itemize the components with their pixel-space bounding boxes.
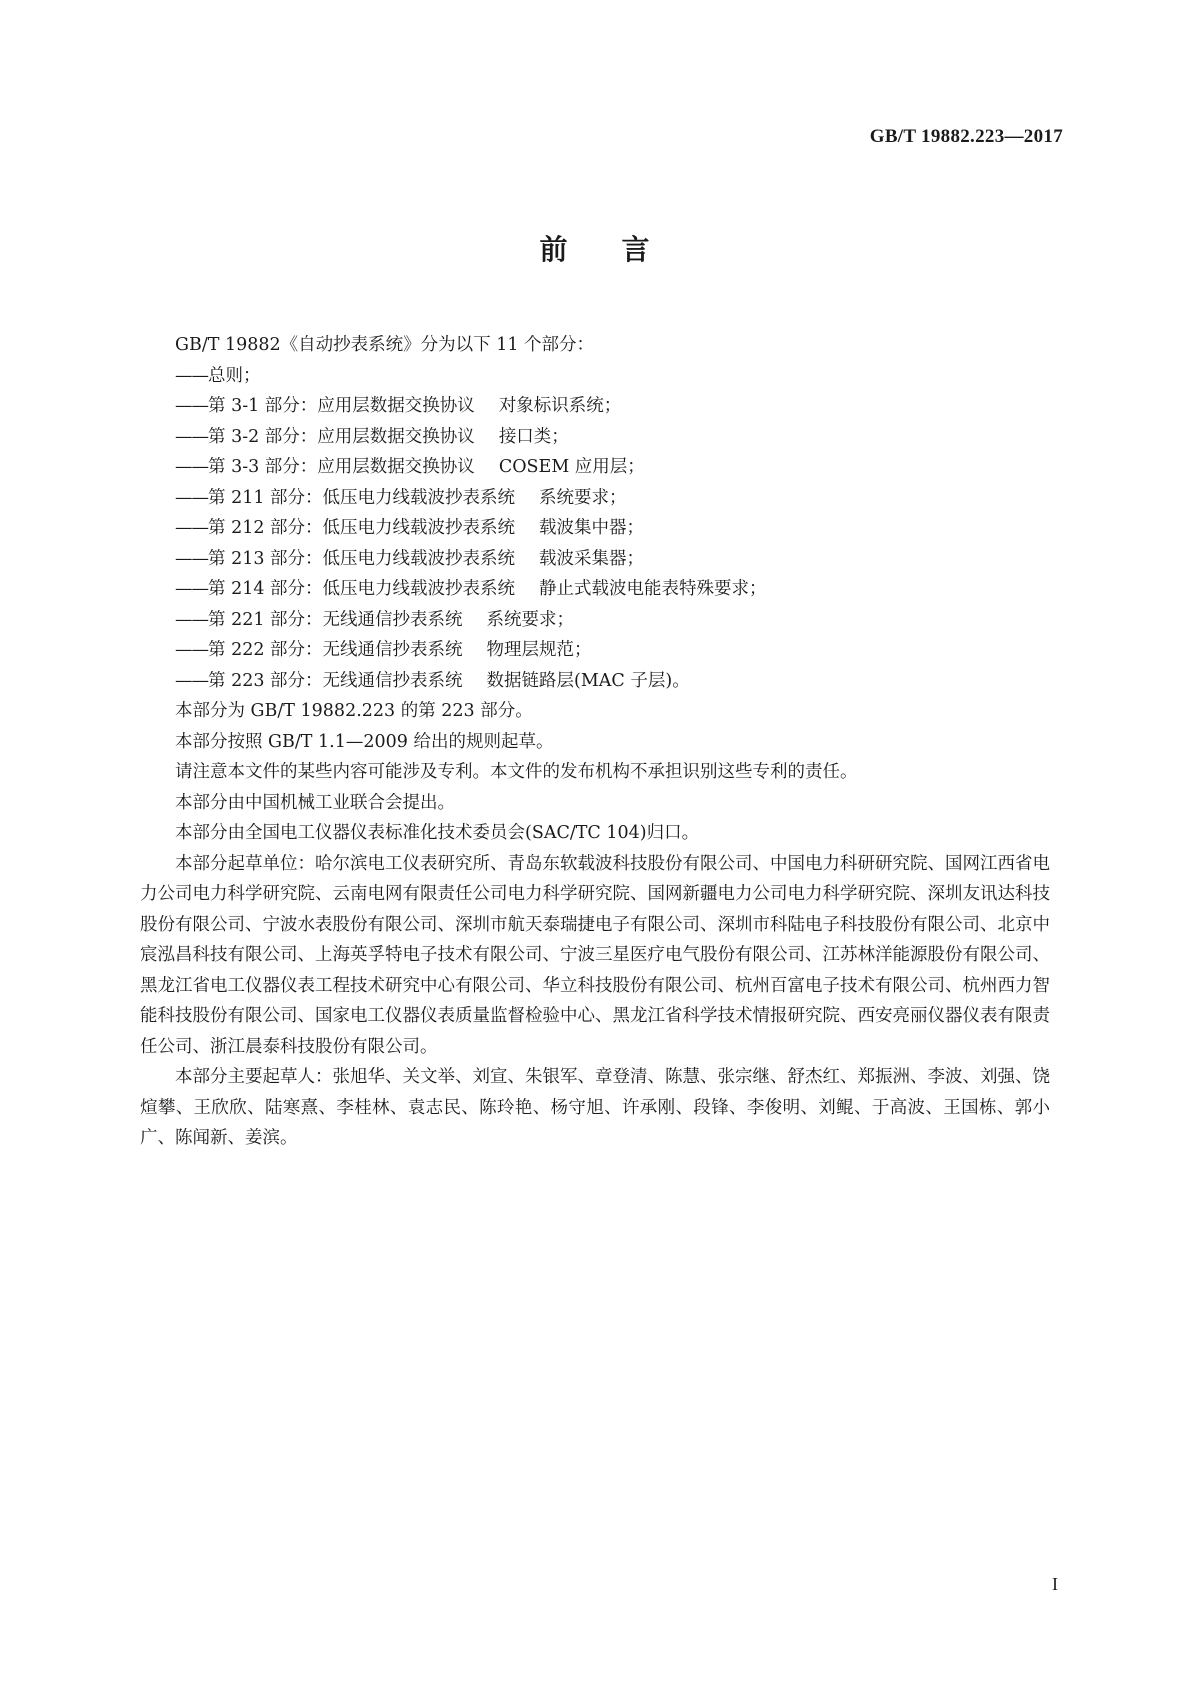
part-label: 第 211 部分：低压电力线载波抄表系统 [208,487,516,508]
list-dash: —— [175,670,208,691]
part-subtitle: 对象标识系统； [498,396,622,416]
part-list-item [140,483,1050,514]
part-list-item [140,635,1050,666]
part-label: 第 3-3 部分：应用层数据交换协议 [208,457,475,477]
part-statement: 本部分为 GB/T 19882.223 的第 223 部分。 [175,701,533,721]
parts-intro: GB/T 19882《自动抄表系统》分为以下 11 个部分： [175,335,595,355]
part-list-item [140,452,1050,483]
main-drafters: 本部分主要起草人：张旭华、关文举、刘宣、朱银军、章登清、陈慧、张宗继、舒杰红、郑振洲、李波、刘强、饶煊攀、王欣欣、陆寒熹、李桂林、袁志民、陈玲艳、杨守旭、许承刚、段锋、李俊明、刘鲲、于高波、王国栋、郭小广、陈闻新、姜滨。 [140,1067,1050,1148]
part-label: 第 214 部分：低压电力线载波抄表系统 [208,579,516,599]
part-list-item [140,391,1050,422]
foreword-body [140,330,1050,1154]
part-subtitle: COSEM 应用层； [498,457,645,477]
patent-notice: 请注意本文件的某些内容可能涉及专利。本文件的发布机构不承担识别这些专利的责任。 [175,762,858,782]
part-subtitle: 数据链路层(MAC 子层)。 [486,670,690,691]
list-dash: —— [175,579,208,599]
part-list-item [140,513,1050,544]
part-subtitle: 物理层规范； [486,640,592,660]
list-dash: —— [175,487,208,508]
part-label: 第 223 部分：无线通信抄表系统 [208,670,463,691]
part-list-item [140,574,1050,605]
list-dash: —— [175,365,208,386]
standard-number: GB/T 19882.223—2017 [869,126,1063,147]
part-list-item [140,422,1050,453]
part-subtitle: 接口类； [498,426,569,447]
part-label: 第 3-2 部分：应用层数据交换协议 [208,426,475,447]
title-char-1: 前 [539,233,570,266]
part-list-item [140,361,1050,392]
page-title [0,228,1191,268]
part-label: 第 221 部分：无线通信抄表系统 [208,609,463,630]
committee-statement: 本部分由全国电工仪器仪表标准化技术委员会(SAC/TC 104)归口。 [175,823,700,843]
part-subtitle: 载波采集器； [539,548,645,569]
part-subtitle: 静止式载波电能表特殊要求； [539,579,767,599]
title-char-2: 言 [621,233,652,266]
proposer-statement: 本部分由中国机械工业联合会提出。 [175,792,455,813]
part-label: 第 212 部分：低压电力线载波抄表系统 [208,518,516,538]
list-dash: —— [175,640,208,660]
list-dash: —— [175,548,208,569]
drafting-rules: 本部分按照 GB/T 1.1—2009 给出的规则起草。 [175,731,554,752]
list-dash: —— [175,396,208,416]
page-number: I [1052,1574,1058,1594]
list-dash: —— [175,518,208,538]
part-subtitle: 载波集中器； [539,518,645,538]
part-list-item [140,544,1050,575]
part-subtitle: 系统要求； [539,487,627,508]
part-label: 总则； [208,365,261,386]
part-list-item [140,666,1050,697]
part-list-item [140,605,1050,636]
part-label: 第 3-1 部分：应用层数据交换协议 [208,396,475,416]
part-subtitle: 系统要求； [486,609,575,630]
list-dash: —— [175,457,208,477]
list-dash: —— [175,426,208,447]
part-label: 第 222 部分：无线通信抄表系统 [208,640,463,660]
drafting-units: 本部分起草单位：哈尔滨电工仪表研究所、青岛东软载波科技股份有限公司、中国电力科研研究院、国网江西省电力公司电力科学研究院、云南电网有限责任公司电力科学研究院、国网新疆电力公司电力科学研究院、深圳友讯达科技股份有限公司、宁波水表股份有限公司、深圳市航天泰瑞捷电子有限公司、深圳市科陆电子科技股份有限公司、北京中宸泓昌科技有限公司、上海英孚特电子技术有限公司、宁波三星医疗电气股份有限公司、江苏林洋能源股份有限公司、黑龙江省电工仪器仪表工程技术研究中心有限公司、华立科技股份有限公司、杭州百富电子技术有限公司、杭州西力智能科技股份有限公司、国家电工仪器仪表质量监督检验中心、黑龙江省科学技术情报研究院、西安亮丽仪器仪表有限责任公司、浙江晨泰科技股份有限公司。 [140,853,1050,1057]
part-label: 第 213 部分：低压电力线载波抄表系统 [208,548,516,569]
list-dash: —— [175,609,208,630]
